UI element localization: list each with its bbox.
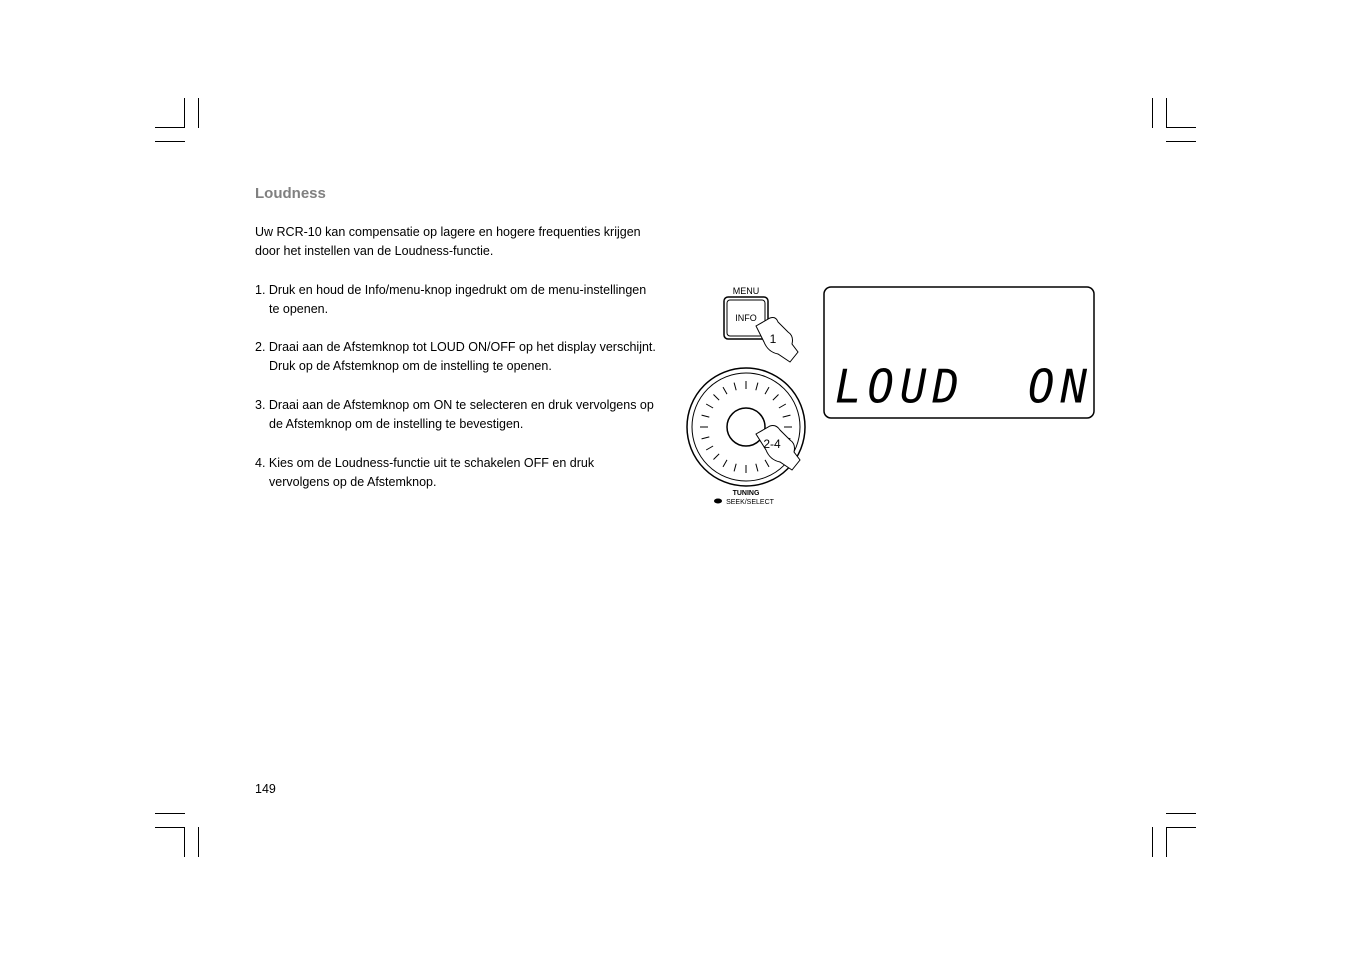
tuning-label: TUNING <box>732 490 760 497</box>
step-text: Druk op de Afstemknop om de instelling te openen. <box>269 359 552 373</box>
step-number-1: 1 <box>769 332 777 346</box>
crop-mark <box>1166 827 1167 857</box>
step-1 <box>255 281 646 319</box>
crop-mark <box>1152 98 1153 128</box>
intro-line: Uw RCR-10 kan compensatie op lagere en hogere frequenties krijgen <box>255 225 641 239</box>
crop-mark <box>155 827 185 828</box>
crop-mark <box>1166 813 1196 814</box>
intro-line: door het instellen van de Loudness-functie. <box>255 244 494 258</box>
crop-mark <box>198 98 199 128</box>
page-number: 149 <box>255 782 276 796</box>
crop-mark <box>155 141 185 142</box>
step-text: te openen. <box>269 302 329 316</box>
crop-mark <box>1166 127 1196 128</box>
crop-mark <box>184 98 185 128</box>
tuning-knob-center <box>727 408 765 446</box>
lcd-text-on: ON <box>1028 360 1093 415</box>
intro-paragraph <box>255 223 641 261</box>
step-text: 4. Kies om de Loudness-functie uit te schakelen OFF en druk <box>255 456 595 470</box>
section-heading: Loudness <box>255 185 326 202</box>
crop-mark <box>198 827 199 857</box>
lcd-text-loud: LOUD <box>835 360 965 415</box>
crop-mark <box>1166 98 1167 128</box>
step-number-2-4: 2-4 <box>763 437 781 451</box>
crop-mark <box>1152 827 1153 857</box>
step-text: 1. Druk en houd de Info/menu-knop ingedrukt om de menu-instellingen <box>255 283 647 297</box>
crop-mark <box>1166 141 1196 142</box>
crop-mark <box>184 827 185 857</box>
step-text: de Afstemknop om de instelling te bevestigen. <box>269 417 524 431</box>
step-text: 3. Draai aan de Afstemknop om ON te selecteren en druk vervolgens op <box>255 398 654 412</box>
menu-label: MENU <box>732 286 760 296</box>
step-text: 2. Draai aan de Afstemknop tot LOUD ON/OFF op het display verschijnt. <box>255 340 656 354</box>
step-4 <box>255 454 594 492</box>
crop-mark <box>1166 827 1196 828</box>
crop-mark <box>155 813 185 814</box>
step-2 <box>255 338 656 376</box>
info-label: INFO <box>735 313 757 323</box>
step-3 <box>255 396 654 434</box>
seek-select-label: SEEK/SELECT <box>726 499 774 506</box>
seek-icon <box>714 499 722 504</box>
crop-mark <box>155 127 185 128</box>
step-text: vervolgens op de Afstemknop. <box>269 475 437 489</box>
